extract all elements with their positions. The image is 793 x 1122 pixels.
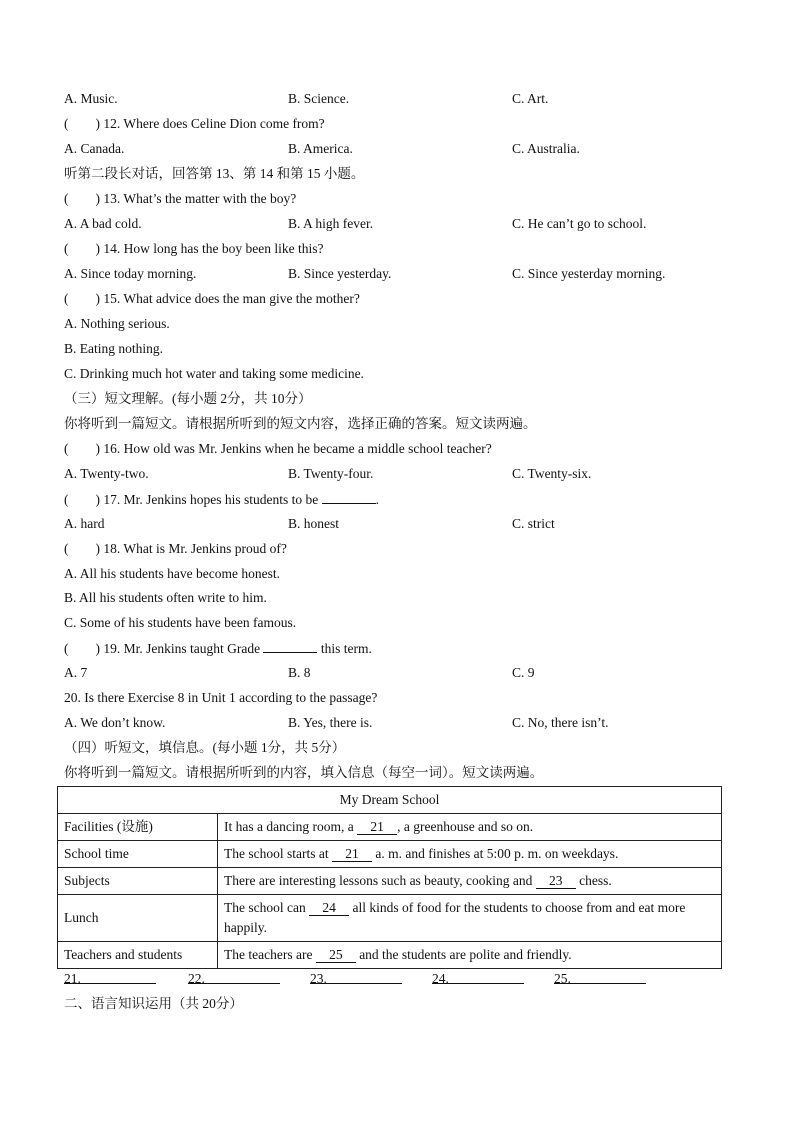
answer-blank xyxy=(263,639,317,653)
question-12: ( ) 12. Where does Celine Dion come from? xyxy=(64,116,325,131)
blank-label: 21. xyxy=(64,971,81,986)
option-c: C. Australia. xyxy=(512,141,580,156)
blank-label: 25. xyxy=(554,971,571,986)
blank-line xyxy=(310,970,402,984)
question-17-text: ( ) 17. Mr. Jenkins hopes his students to be xyxy=(64,492,322,507)
option-b: B. Twenty-four. xyxy=(288,466,374,481)
option-c: C. Twenty-six. xyxy=(512,466,592,481)
option-b: B. America. xyxy=(288,141,353,156)
blank-line xyxy=(432,970,524,984)
row-content xyxy=(218,814,722,841)
blank-number: 24 xyxy=(309,901,349,916)
table-row xyxy=(58,942,722,969)
option-c: C. Since yesterday morning. xyxy=(512,266,666,281)
q13-options xyxy=(64,215,724,233)
row-text: There are interesting lessons such as beauty, cooking and xyxy=(224,873,536,888)
question-17 xyxy=(64,490,379,509)
q16-options xyxy=(64,465,724,483)
question-14: ( ) 14. How long has the boy been like this? xyxy=(64,241,324,256)
option-a: A. Twenty-two. xyxy=(64,466,149,481)
part-4-instruction: 你将听到一篇短文。请根据所听到的内容，填入信息（每空一词）。短文读两遍。 xyxy=(64,765,544,780)
option-b: B. A high fever. xyxy=(288,216,374,231)
q20-options xyxy=(64,714,724,732)
row-label: Subjects xyxy=(58,868,218,895)
table-row xyxy=(58,814,722,841)
table-title: My Dream School xyxy=(58,787,722,814)
option-b: B. Yes, there is. xyxy=(288,715,373,730)
row-text: chess. xyxy=(575,873,612,888)
row-content xyxy=(218,841,722,868)
option-a: A. Since today morning. xyxy=(64,266,197,281)
option-c: C. Drinking much hot water and taking some medicine. xyxy=(64,366,364,381)
row-content xyxy=(218,942,722,969)
option-a: A. hard xyxy=(64,516,105,531)
blank-line xyxy=(188,970,280,984)
table-row xyxy=(58,868,722,895)
question-19 xyxy=(64,639,372,658)
option-a: A. Music. xyxy=(64,91,118,106)
part-4-heading: （四）听短文，填信息。(每小题 1分，共 5分） xyxy=(64,740,346,755)
answer-blanks-row xyxy=(64,970,684,988)
blank-line xyxy=(64,970,156,984)
q11-options xyxy=(64,90,724,108)
question-18: ( ) 18. What is Mr. Jenkins proud of? xyxy=(64,541,287,556)
option-c: C. strict xyxy=(512,516,555,531)
question-19-text: ( ) 19. Mr. Jenkins taught Grade xyxy=(64,641,264,656)
blank-number: 21 xyxy=(332,847,372,862)
option-c: C. 9 xyxy=(512,665,535,680)
row-label: Lunch xyxy=(58,895,218,942)
row-text: , a greenhouse and so on. xyxy=(397,819,534,834)
row-label: School time xyxy=(58,841,218,868)
table-title-row xyxy=(58,787,722,814)
option-a: A. We don’t know. xyxy=(64,715,166,730)
dream-school-table xyxy=(57,786,722,969)
blank-label: 22. xyxy=(188,971,205,986)
q14-options xyxy=(64,265,724,283)
question-16: ( ) 16. How old was Mr. Jenkins when he became a middle school teacher? xyxy=(64,441,492,456)
option-c: C. No, there isn’t. xyxy=(512,715,609,730)
option-a: A. A bad cold. xyxy=(64,216,142,231)
option-b: B. honest xyxy=(288,516,340,531)
row-label: Facilities (设施) xyxy=(58,814,218,841)
blank-number: 21 xyxy=(357,820,397,835)
option-c: C. He can’t go to school. xyxy=(512,216,647,231)
option-c: C. Some of his students have been famous. xyxy=(64,615,297,630)
row-text: all kinds of food for the students to choose from and eat more happily. xyxy=(224,900,686,935)
option-c: C. Art. xyxy=(512,91,549,106)
option-a: A. All his students have become honest. xyxy=(64,566,280,581)
option-a: A. Nothing serious. xyxy=(64,316,170,331)
blank-label: 23. xyxy=(310,971,327,986)
table-row xyxy=(58,895,722,942)
row-label: Teachers and students xyxy=(58,942,218,969)
table-row xyxy=(58,841,722,868)
row-text: The teachers are xyxy=(224,947,316,962)
q17-options xyxy=(64,515,724,533)
row-content xyxy=(218,895,722,942)
q19-options xyxy=(64,664,724,682)
part-3-heading: （三）短文理解。(每小题 2分，共 10分） xyxy=(64,391,312,406)
row-text: The school starts at xyxy=(224,846,332,861)
row-text: It has a dancing room, a xyxy=(224,819,358,834)
question-20: 20. Is there Exercise 8 in Unit 1 according to the passage? xyxy=(64,690,378,705)
section-dialogue-2-instruction: 听第二段长对话，回答第 13、第 14 和第 15 小题。 xyxy=(64,166,365,181)
section-ii-heading: 二、语言知识运用（共 20分） xyxy=(64,996,243,1011)
option-b: B. Science. xyxy=(288,91,350,106)
option-a: A. 7 xyxy=(64,665,88,680)
question-19-end: this term. xyxy=(317,641,372,656)
question-17-end: . xyxy=(375,492,379,507)
answer-blank xyxy=(322,490,376,504)
question-15: ( ) 15. What advice does the man give the mother? xyxy=(64,291,360,306)
blank-line xyxy=(554,970,646,984)
part-3-instruction: 你将听到一篇短文。请根据所听到的短文内容，选择正确的答案。短文读两遍。 xyxy=(64,416,537,431)
blank-number: 23 xyxy=(536,874,576,889)
row-text: a. m. and finishes at 5:00 p. m. on weekdays. xyxy=(371,846,619,861)
row-text: The school can xyxy=(224,900,310,915)
blank-number: 25 xyxy=(316,948,356,963)
blank-label: 24. xyxy=(432,971,449,986)
q12-options xyxy=(64,140,724,158)
row-content xyxy=(218,868,722,895)
option-b: B. 8 xyxy=(288,665,311,680)
option-a: A. Canada. xyxy=(64,141,125,156)
option-b: B. All his students often write to him. xyxy=(64,590,267,605)
question-13: ( ) 13. What’s the matter with the boy? xyxy=(64,191,297,206)
option-b: B. Eating nothing. xyxy=(64,341,163,356)
option-b: B. Since yesterday. xyxy=(288,266,392,281)
row-text: and the students are polite and friendly. xyxy=(355,947,572,962)
